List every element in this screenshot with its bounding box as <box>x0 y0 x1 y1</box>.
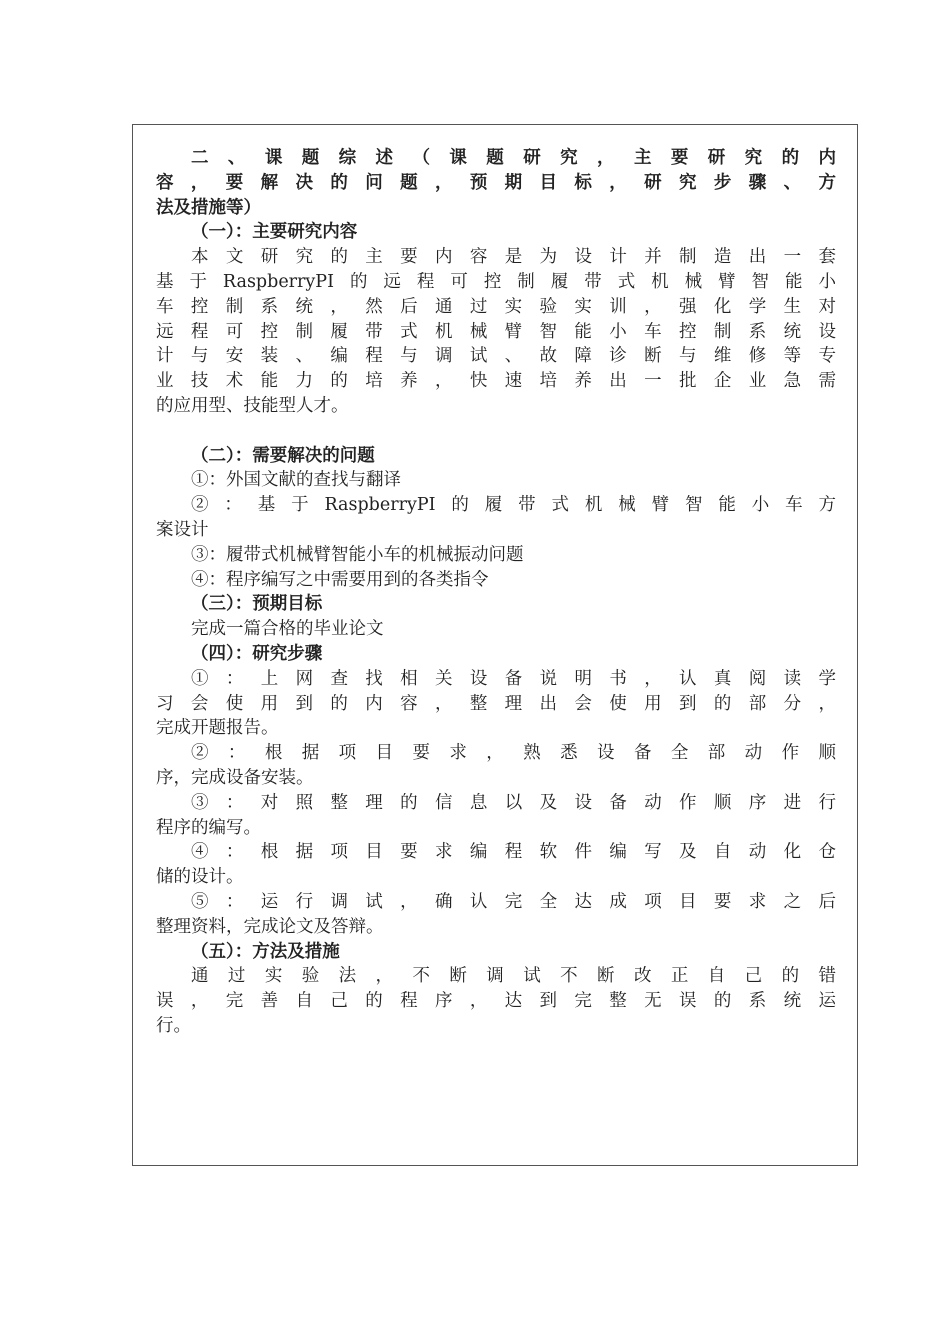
blank-line <box>156 419 836 444</box>
step-line: ③：对照整理的信息以及设备动作顺序进行 <box>191 792 836 813</box>
step-line: ①：上网查找相关设备说明书，认真阅读学 <box>191 668 836 689</box>
heading-goals: （三）：预期目标 <box>191 594 323 615</box>
section-title: 二、课题综述（课题研究，主要研究的内 <box>191 148 836 168</box>
section-title-end: 法及措施等） <box>156 197 261 218</box>
paragraph-line: 通过实验法，不断调试不断改正自己的错 <box>191 966 836 987</box>
step-line: 整理资料，完成论文及答辩。 <box>156 916 384 937</box>
paragraph-line: 计与安装、编程与调试、故障诊断与维修等专 <box>156 346 836 367</box>
step-line: 程序的编写。 <box>156 817 261 838</box>
step-line: ④：根据项目要求编程软件编写及自动化仓 <box>191 842 836 863</box>
list-item-cont: 案设计 <box>156 519 209 540</box>
paragraph-line: 车控制系统，然后通过实验实训，强化学生对 <box>156 296 836 317</box>
heading-methods: （五）：方法及措施 <box>191 941 340 962</box>
paragraph-line: 本文研究的主要内容是为设计并制造出一套 <box>191 247 836 268</box>
paragraph-line: 业技术能力的培养，快速培养出一批企业急需 <box>156 371 836 392</box>
list-item: ②：基于RaspberryPI的履带式机械臂智能小车方 <box>191 495 836 516</box>
paragraph-line: 完成一篇合格的毕业论文 <box>191 619 384 640</box>
paragraph-line: 行。 <box>156 1015 191 1036</box>
document-body <box>156 146 836 1039</box>
list-item: ①：外国文献的查找与翻译 <box>191 470 401 491</box>
list-item: ④：程序编写之中需要用到的各类指令 <box>191 569 489 590</box>
heading-steps: （四）：研究步骤 <box>191 643 323 664</box>
paragraph-line: 远程可控制履带式机械臂智能小车控制系统设 <box>156 321 836 342</box>
step-line: ②：根据项目要求，熟悉设备全部动作顺 <box>191 743 836 764</box>
heading-problems: （二）：需要解决的问题 <box>191 445 375 466</box>
step-line: ⑤：运行调试，确认完全达成项目要求之后 <box>191 891 836 912</box>
list-item: ③：履带式机械臂智能小车的机械振动问题 <box>191 544 524 565</box>
paragraph-line: 基于RaspberryPI的远程可控制履带式机械臂智能小 <box>156 271 836 292</box>
heading-research-content: （一）：主要研究内容 <box>191 222 358 243</box>
step-line: 储的设计。 <box>156 867 244 888</box>
paragraph-line: 的应用型、技能型人才。 <box>156 395 349 416</box>
step-line: 习会使用到的内容，整理出会使用到的部分， <box>156 693 836 714</box>
section-title-cont: 容，要解决的问题，预期目标，研究步骤、方 <box>156 172 836 193</box>
step-line: 序，完成设备安装。 <box>156 767 314 788</box>
paragraph-line: 误，完善自己的程序，达到完整无误的系统运 <box>156 991 836 1012</box>
step-line: 完成开题报告。 <box>156 718 279 739</box>
